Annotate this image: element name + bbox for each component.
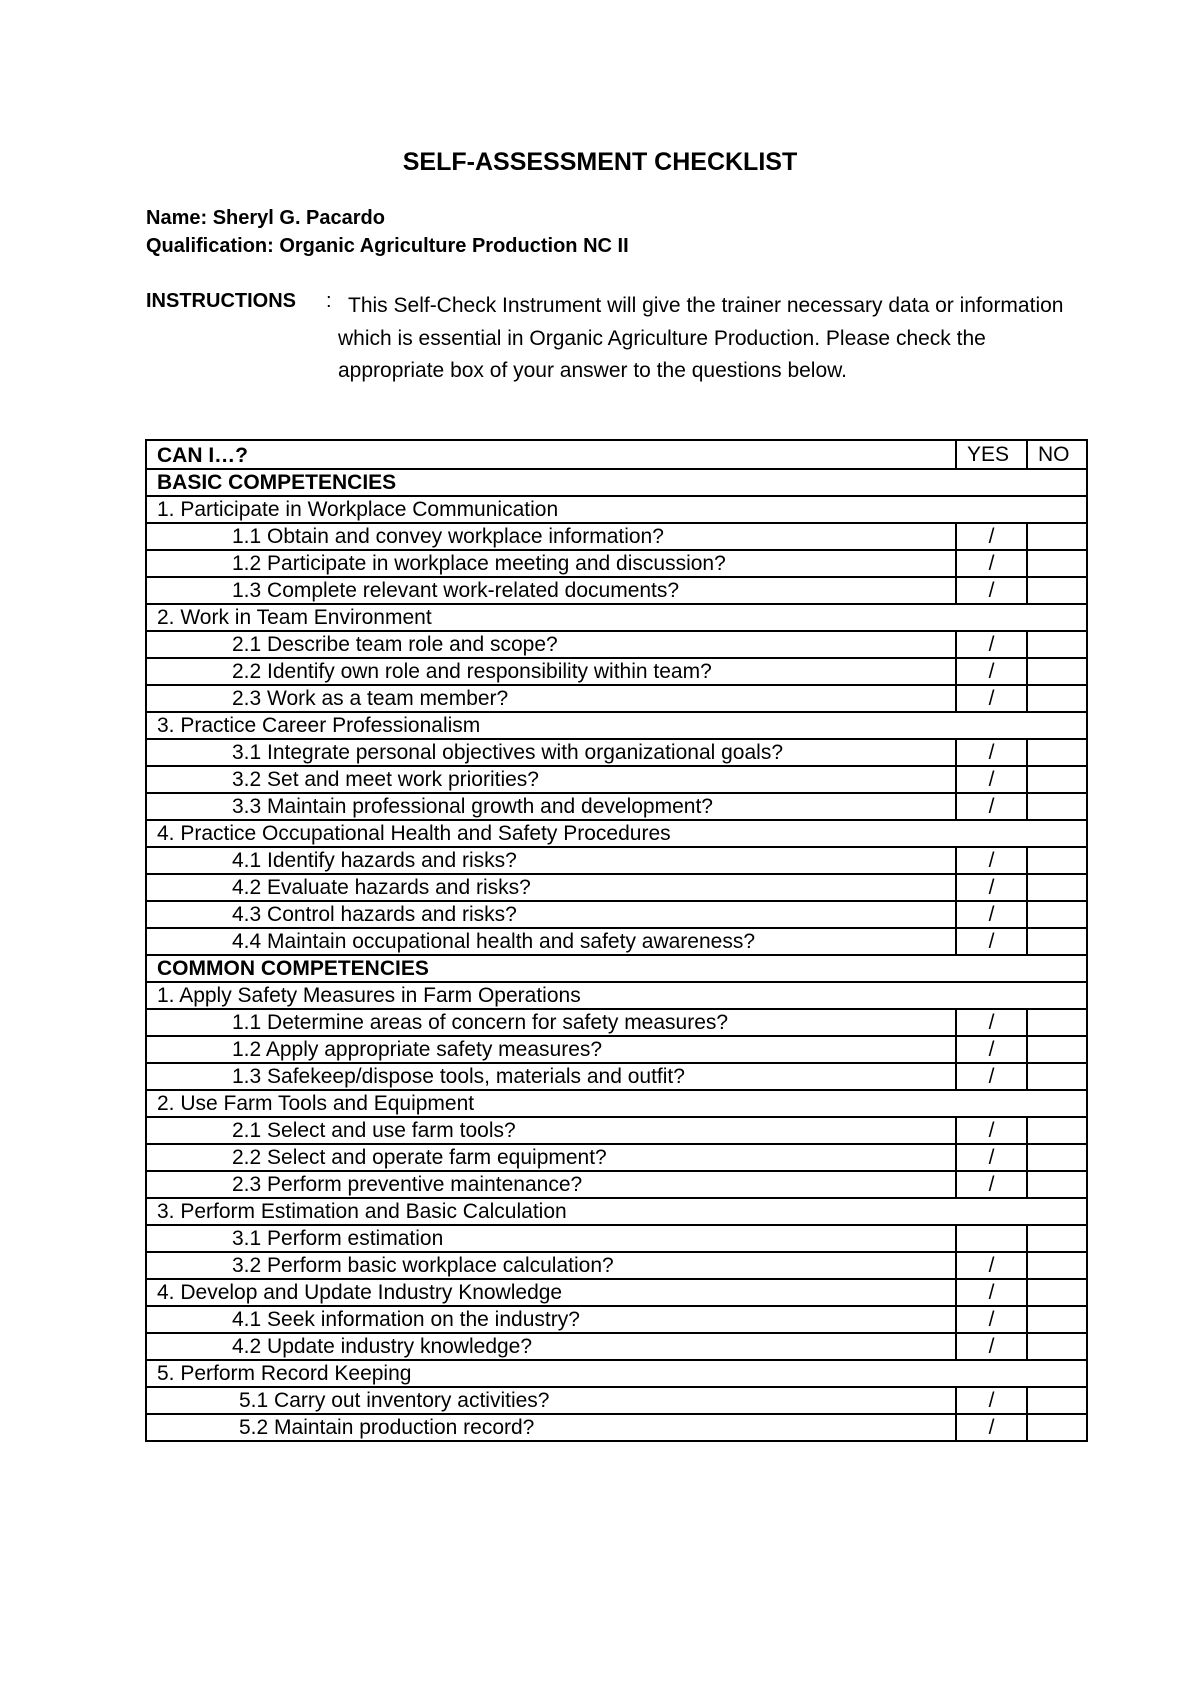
no-checkbox-cell[interactable]: [1027, 550, 1087, 577]
checklist-question: 2.2 Identify own role and responsibility within team?: [146, 658, 956, 685]
no-checkbox-cell[interactable]: [1027, 523, 1087, 550]
no-checkbox-cell[interactable]: [1027, 739, 1087, 766]
checklist-item-row: [146, 577, 1087, 604]
checklist-item-row: [146, 1225, 1087, 1252]
yes-checkbox-cell[interactable]: /: [956, 1009, 1027, 1036]
checklist-item-row: [146, 550, 1087, 577]
no-checkbox-cell[interactable]: [1027, 1009, 1087, 1036]
checklist-item-row: [146, 1144, 1087, 1171]
checklist-item-row: [146, 793, 1087, 820]
group-row: [146, 712, 1087, 739]
checklist-question: 1.2 Apply appropriate safety measures?: [146, 1036, 956, 1063]
checklist-item-row: [146, 766, 1087, 793]
checklist-item-row: [146, 1171, 1087, 1198]
no-checkbox-cell[interactable]: [1027, 1144, 1087, 1171]
group-heading: 2. Work in Team Environment: [146, 604, 1087, 631]
no-checkbox-cell[interactable]: [1027, 577, 1087, 604]
checklist-question: 3.2 Set and meet work priorities?: [146, 766, 956, 793]
checklist-question: 1.3 Complete relevant work-related documents?: [146, 577, 956, 604]
yes-checkbox-cell[interactable]: /: [956, 901, 1027, 928]
group-heading: 3. Practice Career Professionalism: [146, 712, 1087, 739]
yes-checkbox-cell[interactable]: /: [956, 658, 1027, 685]
yes-checkbox-cell[interactable]: /: [956, 550, 1027, 577]
checklist-item-row: [146, 739, 1087, 766]
checklist-question: 1.3 Safekeep/dispose tools, materials and outfit?: [146, 1063, 956, 1090]
checklist-table: [145, 439, 1088, 1442]
yes-checkbox-cell[interactable]: /: [956, 1117, 1027, 1144]
group-heading: 3. Perform Estimation and Basic Calculation: [146, 1198, 1087, 1225]
yes-checkbox-cell[interactable]: /: [956, 1306, 1027, 1333]
checklist-question: 3.3 Maintain professional growth and development?: [146, 793, 956, 820]
yes-checkbox-cell[interactable]: /: [956, 1387, 1027, 1414]
checklist-question: 4.1 Seek information on the industry?: [146, 1306, 956, 1333]
checklist-item-row: [146, 1117, 1087, 1144]
header-yes: YES: [956, 440, 1027, 469]
no-checkbox-cell[interactable]: [1027, 658, 1087, 685]
yes-checkbox-cell[interactable]: [956, 1225, 1027, 1252]
yes-checkbox-cell[interactable]: /: [956, 1036, 1027, 1063]
yes-checkbox-cell[interactable]: /: [956, 928, 1027, 955]
checklist-item-row: [146, 1036, 1087, 1063]
checklist-item-row: [146, 1387, 1087, 1414]
section-row: [146, 955, 1087, 982]
checklist-question: 3.1 Integrate personal objectives with organizational goals?: [146, 739, 956, 766]
checklist-question: 4.2 Update industry knowledge?: [146, 1333, 956, 1360]
no-checkbox-cell[interactable]: [1027, 847, 1087, 874]
no-checkbox-cell[interactable]: [1027, 1387, 1087, 1414]
yes-checkbox-cell[interactable]: /: [956, 1333, 1027, 1360]
checklist-item-row: [146, 631, 1087, 658]
yes-checkbox-cell[interactable]: /: [956, 1171, 1027, 1198]
checklist-question: 3.1 Perform estimation: [146, 1225, 956, 1252]
instructions-label: INSTRUCTIONS: [146, 290, 296, 312]
yes-checkbox-cell[interactable]: /: [956, 739, 1027, 766]
checklist-question: 5.2 Maintain production record?: [146, 1414, 956, 1441]
no-checkbox-cell[interactable]: [1027, 1414, 1087, 1441]
yes-checkbox-cell[interactable]: /: [956, 685, 1027, 712]
group-row: [146, 982, 1087, 1009]
group-heading: 4. Practice Occupational Health and Safety Procedures: [146, 820, 1087, 847]
checklist-question: 5.1 Carry out inventory activities?: [146, 1387, 956, 1414]
checklist-item-row: [146, 658, 1087, 685]
group-row: [146, 496, 1087, 523]
group-row: [146, 820, 1087, 847]
yes-checkbox-cell[interactable]: /: [956, 577, 1027, 604]
checklist-item-row: [146, 1279, 1087, 1306]
checklist-item-row: [146, 1414, 1087, 1441]
checklist-item-row: [146, 1009, 1087, 1036]
checklist-item-row: [146, 1306, 1087, 1333]
no-checkbox-cell[interactable]: [1027, 1333, 1087, 1360]
yes-checkbox-cell[interactable]: /: [956, 631, 1027, 658]
yes-checkbox-cell[interactable]: /: [956, 793, 1027, 820]
section-row: [146, 469, 1087, 496]
checklist-question: 2.3 Work as a team member?: [146, 685, 956, 712]
instructions-colon: :: [326, 290, 332, 312]
no-checkbox-cell[interactable]: [1027, 874, 1087, 901]
checklist-question: 4.4 Maintain occupational health and safety awareness?: [146, 928, 956, 955]
name-line: Name: Sheryl G. Pacardo: [146, 207, 385, 229]
header-no: NO: [1027, 440, 1087, 469]
checklist-question: 4.3 Control hazards and risks?: [146, 901, 956, 928]
checklist-item-row: [146, 847, 1087, 874]
no-checkbox-cell[interactable]: [1027, 1117, 1087, 1144]
checklist-question: 4. Develop and Update Industry Knowledge: [146, 1279, 956, 1306]
checklist-item-row: [146, 928, 1087, 955]
yes-checkbox-cell[interactable]: /: [956, 847, 1027, 874]
no-checkbox-cell[interactable]: [1027, 901, 1087, 928]
no-checkbox-cell[interactable]: [1027, 1225, 1087, 1252]
section-heading: BASIC COMPETENCIES: [146, 469, 1087, 496]
group-heading: 5. Perform Record Keeping: [146, 1360, 1087, 1387]
checklist-item-row: [146, 901, 1087, 928]
no-checkbox-cell[interactable]: [1027, 1171, 1087, 1198]
checklist-question: 3.2 Perform basic workplace calculation?: [146, 1252, 956, 1279]
yes-checkbox-cell[interactable]: /: [956, 1144, 1027, 1171]
yes-checkbox-cell[interactable]: /: [956, 874, 1027, 901]
no-checkbox-cell[interactable]: [1027, 1036, 1087, 1063]
header-question: CAN I…?: [146, 440, 956, 469]
section-heading: COMMON COMPETENCIES: [146, 955, 1087, 982]
group-heading: 2. Use Farm Tools and Equipment: [146, 1090, 1087, 1117]
qualification-line: Qualification: Organic Agriculture Production NC II: [146, 235, 629, 257]
group-row: [146, 1360, 1087, 1387]
no-checkbox-cell[interactable]: [1027, 1063, 1087, 1090]
checklist-question: 1.2 Participate in workplace meeting and discussion?: [146, 550, 956, 577]
no-checkbox-cell[interactable]: [1027, 766, 1087, 793]
checklist-question: 2.1 Select and use farm tools?: [146, 1117, 956, 1144]
group-row: [146, 1090, 1087, 1117]
no-checkbox-cell[interactable]: [1027, 1279, 1087, 1306]
no-checkbox-cell[interactable]: [1027, 1306, 1087, 1333]
checklist-question: 1.1 Determine areas of concern for safety measures?: [146, 1009, 956, 1036]
checklist-question: 1.1 Obtain and convey workplace information?: [146, 523, 956, 550]
checklist-question: 4.2 Evaluate hazards and risks?: [146, 874, 956, 901]
checklist-item-row: [146, 523, 1087, 550]
checklist-body: [146, 440, 1087, 1441]
checklist-question: 2.1 Describe team role and scope?: [146, 631, 956, 658]
yes-checkbox-cell[interactable]: /: [956, 766, 1027, 793]
no-checkbox-cell[interactable]: [1027, 928, 1087, 955]
checklist-item-row: [146, 1333, 1087, 1360]
yes-checkbox-cell[interactable]: /: [956, 523, 1027, 550]
yes-checkbox-cell[interactable]: /: [956, 1063, 1027, 1090]
document-title: SELF-ASSESSMENT CHECKLIST: [402, 148, 798, 176]
header-row: [146, 440, 1087, 469]
checklist-item-row: [146, 1252, 1087, 1279]
yes-checkbox-cell[interactable]: /: [956, 1279, 1027, 1306]
yes-checkbox-cell[interactable]: /: [956, 1414, 1027, 1441]
checklist-item-row: [146, 685, 1087, 712]
no-checkbox-cell[interactable]: [1027, 793, 1087, 820]
group-row: [146, 604, 1087, 631]
no-checkbox-cell[interactable]: [1027, 631, 1087, 658]
checklist-item-row: [146, 1063, 1087, 1090]
no-checkbox-cell[interactable]: [1027, 1252, 1087, 1279]
group-row: [146, 1198, 1087, 1225]
instructions-text: This Self-Check Instrument will give the trainer necessary data or information which is essential in Organic Agriculture Production. Please check the appropriate box of your answer to the questions below.: [338, 294, 1064, 382]
yes-checkbox-cell[interactable]: /: [956, 1252, 1027, 1279]
checklist-question: 2.3 Perform preventive maintenance?: [146, 1171, 956, 1198]
no-checkbox-cell[interactable]: [1027, 685, 1087, 712]
checklist-question: 4.1 Identify hazards and risks?: [146, 847, 956, 874]
checklist-item-row: [146, 874, 1087, 901]
group-heading: 1. Participate in Workplace Communication: [146, 496, 1087, 523]
group-heading: 1. Apply Safety Measures in Farm Operations: [146, 982, 1087, 1009]
checklist-question: 2.2 Select and operate farm equipment?: [146, 1144, 956, 1171]
